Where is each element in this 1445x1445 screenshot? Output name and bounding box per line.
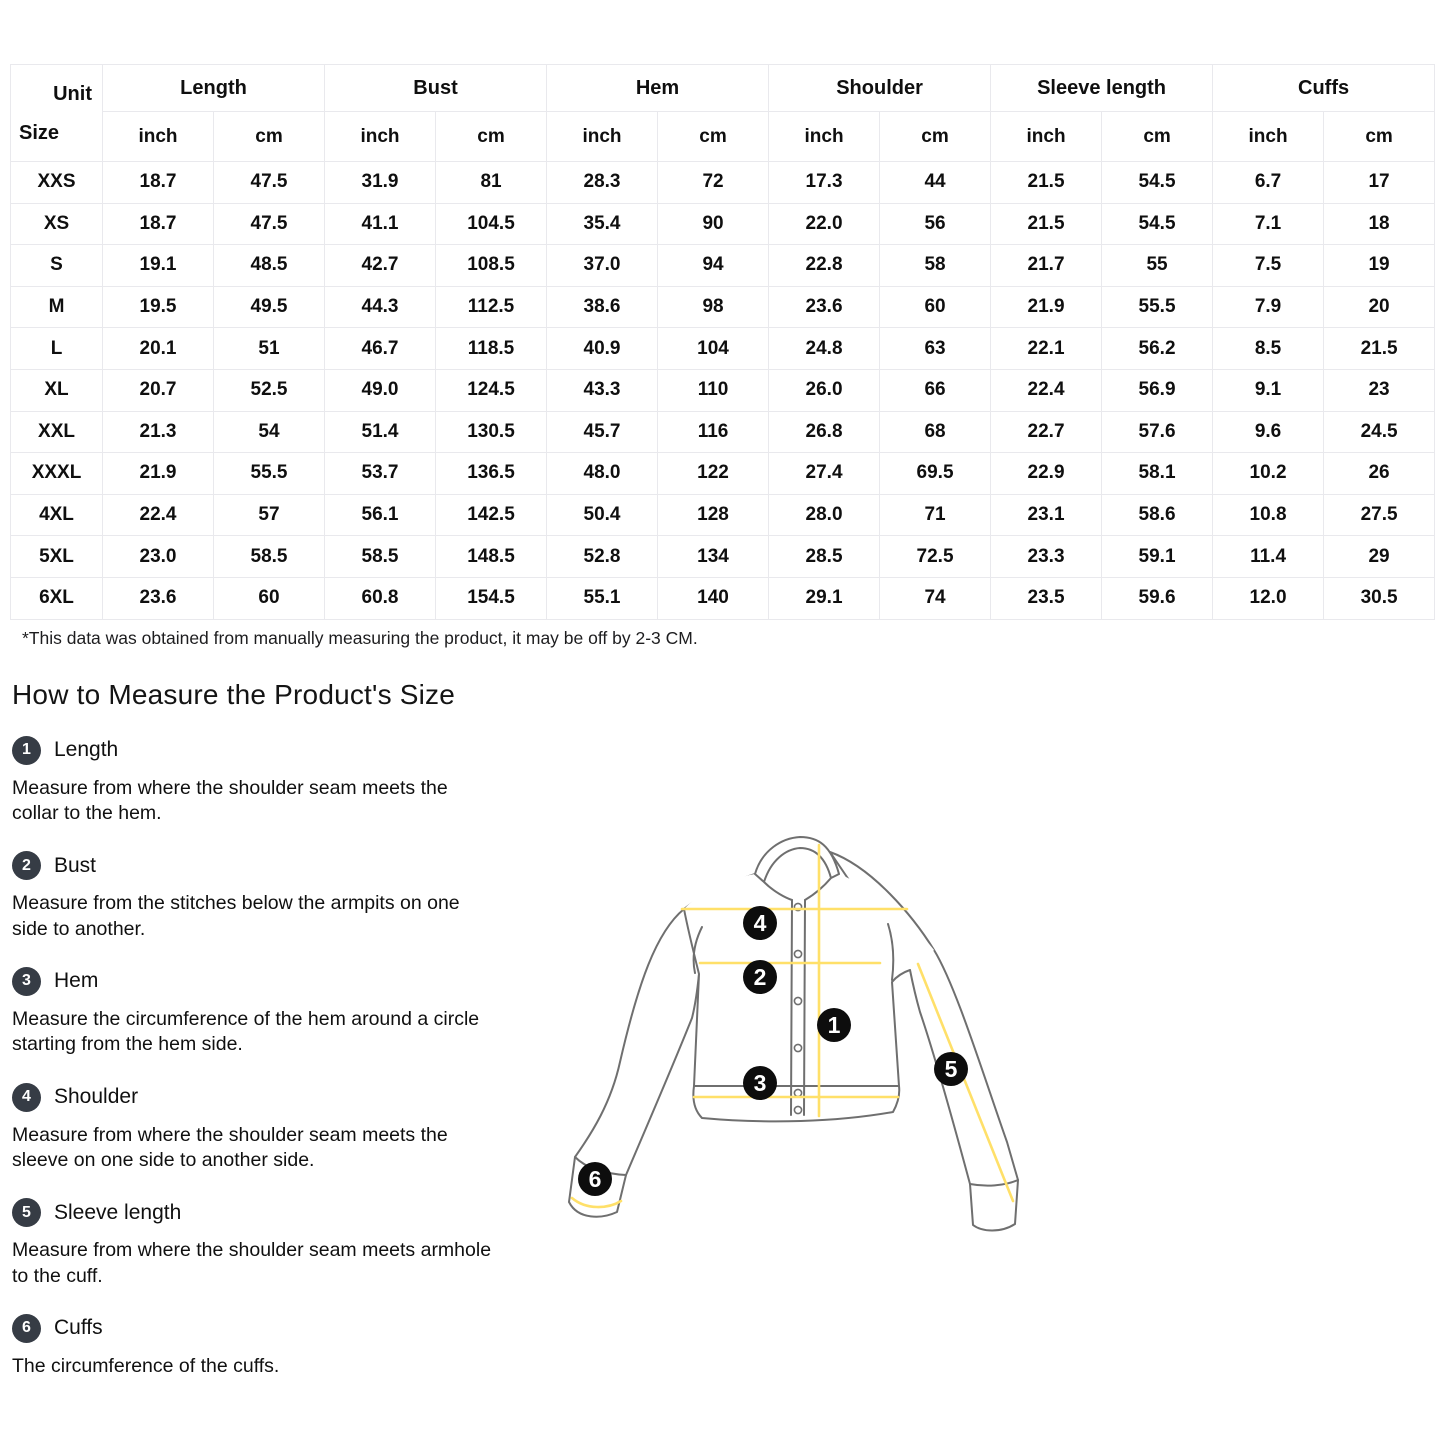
value-cell: 68 <box>880 411 991 453</box>
table-row <box>11 453 1435 495</box>
value-cell: 72.5 <box>880 536 991 578</box>
section-title: How to Measure the Product's Size <box>12 678 456 710</box>
value-cell: 17.3 <box>769 162 880 204</box>
size-cell: XS <box>11 203 103 245</box>
value-cell: 20.1 <box>103 328 214 370</box>
measure-description: Measure from the stitches below the armpits on one side to another. <box>12 892 460 940</box>
value-cell: 19 <box>1324 245 1435 287</box>
value-cell: 55 <box>1102 245 1213 287</box>
value-cell: 20 <box>1324 286 1435 328</box>
value-cell: 55.1 <box>547 577 658 619</box>
value-cell: 28.0 <box>769 494 880 536</box>
value-cell: 69.5 <box>880 453 991 495</box>
measure-term-label: Cuffs <box>54 1316 103 1340</box>
step-number-badge: 6 <box>12 1314 41 1343</box>
unit-header-inch: inch <box>547 112 658 162</box>
value-cell: 22.4 <box>103 494 214 536</box>
value-cell: 7.9 <box>1213 286 1324 328</box>
unit-header-cm: cm <box>436 112 547 162</box>
value-cell: 59.6 <box>1102 577 1213 619</box>
value-cell: 108.5 <box>436 245 547 287</box>
value-cell: 63 <box>880 328 991 370</box>
unit-header-inch: inch <box>1213 112 1324 162</box>
value-cell: 7.5 <box>1213 245 1324 287</box>
value-cell: 55.5 <box>214 453 325 495</box>
unit-header-cm: cm <box>214 112 325 162</box>
value-cell: 26.8 <box>769 411 880 453</box>
value-cell: 22.0 <box>769 203 880 245</box>
table-row <box>11 494 1435 536</box>
value-cell: 134 <box>658 536 769 578</box>
size-cell: S <box>11 245 103 287</box>
value-cell: 140 <box>658 577 769 619</box>
value-cell: 29.1 <box>769 577 880 619</box>
value-cell: 42.7 <box>325 245 436 287</box>
value-cell: 26 <box>1324 453 1435 495</box>
marker-3: 3 <box>753 1070 767 1096</box>
value-cell: 56 <box>880 203 991 245</box>
table-row <box>11 286 1435 328</box>
unit-header-cm: cm <box>1324 112 1435 162</box>
measure-instruction-item <box>12 1083 532 1174</box>
value-cell: 22.9 <box>991 453 1102 495</box>
value-cell: 10.2 <box>1213 453 1324 495</box>
value-cell: 128 <box>658 494 769 536</box>
value-cell: 23.0 <box>103 536 214 578</box>
table-unit-header-row <box>11 112 1435 162</box>
table-row <box>11 328 1435 370</box>
unit-header-inch: inch <box>769 112 880 162</box>
value-cell: 23.6 <box>769 286 880 328</box>
measure-description: Measure from where the shoulder seam meets armhole to the cuff. <box>12 1239 492 1287</box>
value-cell: 23.1 <box>991 494 1102 536</box>
measure-instruction-item <box>12 736 532 827</box>
value-cell: 22.4 <box>991 369 1102 411</box>
value-cell: 58.5 <box>214 536 325 578</box>
value-cell: 24.8 <box>769 328 880 370</box>
table-group-header-row <box>11 65 1435 112</box>
corner-unit-size-cell <box>11 65 103 162</box>
value-cell: 23.3 <box>991 536 1102 578</box>
measure-description: The circumference of the cuffs. <box>12 1354 280 1377</box>
table-row <box>11 536 1435 578</box>
size-cell: 5XL <box>11 536 103 578</box>
marker-2: 2 <box>753 964 767 990</box>
measure-instruction-item <box>12 1198 532 1289</box>
value-cell: 29 <box>1324 536 1435 578</box>
value-cell: 110 <box>658 369 769 411</box>
value-cell: 130.5 <box>436 411 547 453</box>
measure-instructions-list <box>12 736 532 1380</box>
value-cell: 44 <box>880 162 991 204</box>
value-cell: 53.7 <box>325 453 436 495</box>
value-cell: 51 <box>214 328 325 370</box>
measure-description: Measure the circumference of the hem around a circle starting from the hem side. <box>12 1007 480 1056</box>
size-cell: XXXL <box>11 453 103 495</box>
value-cell: 31.9 <box>325 162 436 204</box>
value-cell: 12.0 <box>1213 577 1324 619</box>
value-cell: 104.5 <box>436 203 547 245</box>
value-cell: 60 <box>880 286 991 328</box>
size-cell: XXS <box>11 162 103 204</box>
value-cell: 6.7 <box>1213 162 1324 204</box>
unit-header-inch: inch <box>991 112 1102 162</box>
value-cell: 142.5 <box>436 494 547 536</box>
unit-header-cm: cm <box>880 112 991 162</box>
value-cell: 71 <box>880 494 991 536</box>
value-cell: 58.1 <box>1102 453 1213 495</box>
table-row <box>11 203 1435 245</box>
marker-4: 4 <box>753 910 767 936</box>
value-cell: 56.1 <box>325 494 436 536</box>
table-row <box>11 162 1435 204</box>
value-cell: 23.5 <box>991 577 1102 619</box>
value-cell: 20.7 <box>103 369 214 411</box>
value-cell: 35.4 <box>547 203 658 245</box>
unit-header-inch: inch <box>103 112 214 162</box>
value-cell: 58 <box>880 245 991 287</box>
value-cell: 21.5 <box>991 203 1102 245</box>
marker-5: 5 <box>944 1056 958 1082</box>
step-number-badge: 4 <box>12 1083 41 1112</box>
measure-description: Measure from where the shoulder seam meets the collar to the hem. <box>12 776 448 824</box>
size-chart-section <box>0 0 1445 649</box>
unit-header-inch: inch <box>325 112 436 162</box>
table-row <box>11 245 1435 287</box>
value-cell: 59.1 <box>1102 536 1213 578</box>
value-cell: 8.5 <box>1213 328 1324 370</box>
value-cell: 148.5 <box>436 536 547 578</box>
column-group-sleeve-length: Sleeve length <box>991 65 1213 112</box>
size-cell: L <box>11 328 103 370</box>
value-cell: 90 <box>658 203 769 245</box>
value-cell: 21.5 <box>1324 328 1435 370</box>
value-cell: 118.5 <box>436 328 547 370</box>
value-cell: 19.1 <box>103 245 214 287</box>
jacket-measure-diagram <box>542 812 1062 1252</box>
unit-header-cm: cm <box>1102 112 1213 162</box>
size-cell: XL <box>11 369 103 411</box>
value-cell: 47.5 <box>214 203 325 245</box>
corner-unit-label: Unit <box>53 83 92 105</box>
step-number-badge: 5 <box>12 1198 41 1227</box>
value-cell: 23 <box>1324 369 1435 411</box>
value-cell: 124.5 <box>436 369 547 411</box>
unit-header-cm: cm <box>658 112 769 162</box>
measure-instruction-item <box>12 967 532 1058</box>
value-cell: 22.7 <box>991 411 1102 453</box>
value-cell: 56.9 <box>1102 369 1213 411</box>
value-cell: 22.1 <box>991 328 1102 370</box>
value-cell: 136.5 <box>436 453 547 495</box>
value-cell: 52.5 <box>214 369 325 411</box>
value-cell: 50.4 <box>547 494 658 536</box>
value-cell: 81 <box>436 162 547 204</box>
value-cell: 21.5 <box>991 162 1102 204</box>
value-cell: 60 <box>214 577 325 619</box>
step-number-badge: 1 <box>12 736 41 765</box>
value-cell: 43.3 <box>547 369 658 411</box>
value-cell: 44.3 <box>325 286 436 328</box>
value-cell: 57 <box>214 494 325 536</box>
value-cell: 37.0 <box>547 245 658 287</box>
value-cell: 9.1 <box>1213 369 1324 411</box>
value-cell: 38.6 <box>547 286 658 328</box>
column-group-length: Length <box>103 65 325 112</box>
value-cell: 46.7 <box>325 328 436 370</box>
size-cell: 4XL <box>11 494 103 536</box>
measure-instruction-item <box>12 851 532 942</box>
value-cell: 104 <box>658 328 769 370</box>
corner-size-label: Size <box>19 122 60 144</box>
step-number-badge: 2 <box>12 851 41 880</box>
value-cell: 48.0 <box>547 453 658 495</box>
measure-term-label: Length <box>54 738 119 762</box>
marker-6: 6 <box>588 1166 602 1192</box>
column-group-bust: Bust <box>325 65 547 112</box>
value-cell: 30.5 <box>1324 577 1435 619</box>
value-cell: 66 <box>880 369 991 411</box>
value-cell: 72 <box>658 162 769 204</box>
value-cell: 40.9 <box>547 328 658 370</box>
value-cell: 154.5 <box>436 577 547 619</box>
measurement-disclaimer: *This data was obtained from manually measuring the product, it may be off by 2-3 CM. <box>22 627 698 648</box>
value-cell: 58.6 <box>1102 494 1213 536</box>
value-cell: 7.1 <box>1213 203 1324 245</box>
value-cell: 27.4 <box>769 453 880 495</box>
value-cell: 48.5 <box>214 245 325 287</box>
value-cell: 112.5 <box>436 286 547 328</box>
value-cell: 22.8 <box>769 245 880 287</box>
value-cell: 21.7 <box>991 245 1102 287</box>
value-cell: 56.2 <box>1102 328 1213 370</box>
value-cell: 74 <box>880 577 991 619</box>
value-cell: 58.5 <box>325 536 436 578</box>
size-cell: M <box>11 286 103 328</box>
value-cell: 49.0 <box>325 369 436 411</box>
size-cell: 6XL <box>11 577 103 619</box>
value-cell: 49.5 <box>214 286 325 328</box>
value-cell: 9.6 <box>1213 411 1324 453</box>
value-cell: 122 <box>658 453 769 495</box>
measure-term-label: Sleeve length <box>54 1200 182 1224</box>
value-cell: 52.8 <box>547 536 658 578</box>
value-cell: 24.5 <box>1324 411 1435 453</box>
table-row <box>11 577 1435 619</box>
column-group-shoulder: Shoulder <box>769 65 991 112</box>
value-cell: 45.7 <box>547 411 658 453</box>
step-number-badge: 3 <box>12 967 41 996</box>
value-cell: 23.6 <box>103 577 214 619</box>
column-group-hem: Hem <box>547 65 769 112</box>
value-cell: 17 <box>1324 162 1435 204</box>
size-chart-table <box>10 64 1435 620</box>
value-cell: 26.0 <box>769 369 880 411</box>
value-cell: 10.8 <box>1213 494 1324 536</box>
value-cell: 98 <box>658 286 769 328</box>
value-cell: 28.5 <box>769 536 880 578</box>
table-row <box>11 369 1435 411</box>
measure-description: Measure from where the shoulder seam meets the sleeve on one side to another side. <box>12 1123 448 1171</box>
measure-instruction-item <box>12 1314 532 1379</box>
value-cell: 55.5 <box>1102 286 1213 328</box>
measure-term-label: Shoulder <box>54 1085 139 1109</box>
jacket-line-drawing <box>542 812 1062 1252</box>
measure-term-label: Hem <box>54 969 99 993</box>
value-cell: 116 <box>658 411 769 453</box>
value-cell: 27.5 <box>1324 494 1435 536</box>
value-cell: 18 <box>1324 203 1435 245</box>
value-cell: 18.7 <box>103 203 214 245</box>
value-cell: 41.1 <box>325 203 436 245</box>
value-cell: 51.4 <box>325 411 436 453</box>
table-row <box>11 411 1435 453</box>
value-cell: 18.7 <box>103 162 214 204</box>
value-cell: 57.6 <box>1102 411 1213 453</box>
marker-1: 1 <box>827 1012 841 1038</box>
value-cell: 54.5 <box>1102 203 1213 245</box>
value-cell: 54.5 <box>1102 162 1213 204</box>
value-cell: 28.3 <box>547 162 658 204</box>
column-group-cuffs: Cuffs <box>1213 65 1435 112</box>
measure-term-label: Bust <box>54 853 97 877</box>
value-cell: 47.5 <box>214 162 325 204</box>
size-cell: XXL <box>11 411 103 453</box>
value-cell: 54 <box>214 411 325 453</box>
value-cell: 60.8 <box>325 577 436 619</box>
value-cell: 94 <box>658 245 769 287</box>
value-cell: 19.5 <box>103 286 214 328</box>
value-cell: 21.9 <box>103 453 214 495</box>
value-cell: 11.4 <box>1213 536 1324 578</box>
value-cell: 21.9 <box>991 286 1102 328</box>
value-cell: 21.3 <box>103 411 214 453</box>
